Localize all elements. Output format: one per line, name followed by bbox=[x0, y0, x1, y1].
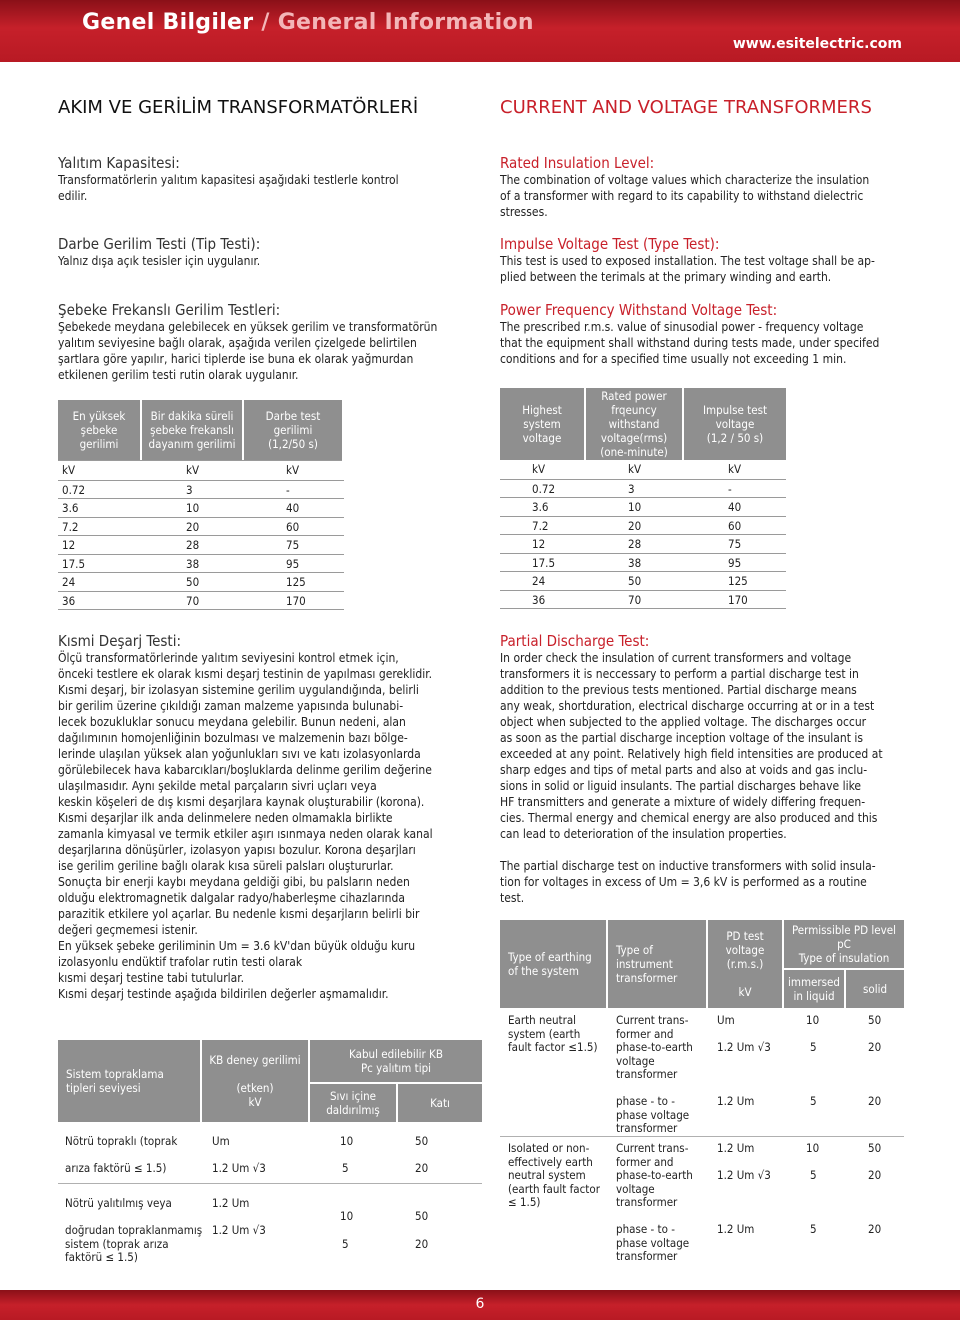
en-insulation-text: The combination of voltage values which characterize the insulation of a transformer with regard to its capability to withstand dielectric stresses. bbox=[500, 173, 870, 219]
vt-tr-cell: 17.5 bbox=[62, 556, 86, 571]
vt-tr-row bbox=[58, 518, 348, 536]
pd-en-g1-r2-type: phase - to - phase voltage transformer bbox=[616, 1094, 690, 1135]
en-pd-heading: Partial Discharge Test: bbox=[500, 632, 650, 650]
pd-tr-r1-c2: Um bbox=[212, 1134, 230, 1148]
vt-en-cell: 170 bbox=[728, 592, 748, 607]
page-footer bbox=[0, 1290, 960, 1320]
en-impulse-section bbox=[500, 236, 910, 285]
pd-en-g2-r2-immersed: 5 bbox=[810, 1222, 817, 1236]
vt-tr-cell: 24 bbox=[62, 575, 76, 589]
header-title-tr: Genel Bilgiler bbox=[82, 10, 254, 35]
vt-en-header-3: Impulse test voltage (1,2 / 50 s) bbox=[684, 388, 786, 460]
pd-tr-r2-c3: 5 bbox=[342, 1161, 349, 1175]
vt-tr-header-2: Bir dakika süreli şebeke frekanslı dayanım gerilimi bbox=[142, 400, 242, 460]
pd-tr-h-kb: KB deney gerilimi (etken) kV bbox=[202, 1040, 308, 1122]
pd-tr-r2-c4: 20 bbox=[415, 1161, 429, 1175]
vt-en-row bbox=[500, 572, 790, 590]
vt-tr-cell: 10 bbox=[186, 501, 200, 515]
pd-tr-h-liquid: Sıvı içine daldırılmış bbox=[310, 1084, 396, 1122]
vt-tr-rule bbox=[58, 609, 344, 610]
vt-en-cell: - bbox=[728, 481, 732, 496]
tr-impulse-text: Yalnız dışa açık tesisler için uygulanır. bbox=[58, 254, 261, 268]
vt-en-row bbox=[500, 480, 790, 498]
pd-en-g1-r1b-voltage: 1.2 Um √3 bbox=[717, 1040, 771, 1054]
pd-en-g1-r1-solid: 50 bbox=[868, 1013, 882, 1027]
pd-en-g1-r1-type: Current trans- former and phase-to-earth voltage transformer bbox=[616, 1013, 693, 1081]
vt-tr-row bbox=[58, 555, 348, 573]
pd-en-g1-r2-voltage: 1.2 Um bbox=[717, 1094, 755, 1108]
vt-tr-cell: 75 bbox=[286, 538, 300, 552]
vt-tr-cell: 40 bbox=[286, 501, 300, 515]
page-title-tr: AKIM VE GERİLİM TRANSFORMATÖRLERİ bbox=[58, 97, 419, 118]
vt-en-cell: 125 bbox=[728, 574, 748, 588]
vt-en-cell: 3.6 bbox=[532, 500, 549, 514]
pd-en-g2-r1b-solid: 20 bbox=[868, 1168, 882, 1182]
en-frequency-text: The prescribed r.m.s. value of sinusodial power - frequency voltage that the equipment shall withstand during tests made, under specifed conditions and for a specified time usually not exceeding 1 min. bbox=[500, 320, 880, 366]
vt-tr-unit-2: kV bbox=[186, 463, 200, 477]
vt-en-row bbox=[500, 591, 790, 609]
tr-pd-section bbox=[58, 633, 478, 1002]
pd-en-g2-r1-solid: 50 bbox=[868, 1141, 882, 1155]
pd-en-g1-r1b-immersed: 5 bbox=[810, 1040, 817, 1054]
tr-impulse-heading: Darbe Gerilim Testi (Tip Testi): bbox=[58, 235, 261, 253]
vt-tr-unit-1: kV bbox=[62, 463, 76, 477]
vt-en-row bbox=[500, 535, 790, 553]
vt-en-cell: 50 bbox=[628, 574, 642, 588]
tr-pd-heading: Kısmi Deşarj Testi: bbox=[58, 632, 182, 650]
tr-frequency-text: Şebekede meydana gelebilecek en yüksek gerilim ve transformatörün yalıtım seviyesine bağlı olarak, aşağıda verilen çizelgede belirtilen şartlara göre yapılır, harici tiplerde ise buna ek olarak yağmurdan etkilenen gerilim testi rutin olarak uygulanır. bbox=[58, 320, 438, 382]
website-link[interactable]: www.esitelectric.com bbox=[732, 36, 902, 52]
pd-en-h-earthing: Type of earthing of the system bbox=[500, 920, 606, 1008]
vt-tr-header-3: Darbe test gerilimi (1,2/50 s) bbox=[244, 400, 342, 460]
vt-tr-cell: 12 bbox=[62, 538, 76, 552]
pd-en-g2-r1-immersed: 10 bbox=[806, 1141, 820, 1155]
vt-en-cell: 28 bbox=[628, 537, 642, 551]
tr-frequency-heading: Şebeke Frekanslı Gerilim Testleri: bbox=[58, 301, 281, 319]
vt-tr-unit-3: kV bbox=[286, 463, 300, 477]
vt-en-unit-3: kV bbox=[728, 462, 742, 476]
header-title bbox=[82, 10, 534, 35]
pd-en-g2-r1-type: Current trans- former and phase-to-earth voltage transformer bbox=[616, 1141, 693, 1209]
pd-en-g1-r1b-solid: 20 bbox=[868, 1040, 882, 1054]
pd-en-g2-r2-type: phase - to - phase voltage transformer bbox=[616, 1222, 690, 1263]
vt-en-cell: 40 bbox=[728, 500, 742, 514]
pd-en-g1-r1-immersed: 10 bbox=[806, 1013, 820, 1027]
pd-en-g2-r2-voltage: 1.2 Um bbox=[717, 1222, 755, 1236]
vt-en-cell: 75 bbox=[728, 537, 742, 551]
pd-tr-r5-c4: 20 bbox=[415, 1237, 429, 1251]
pd-en-g1-r2-solid: 20 bbox=[868, 1094, 882, 1108]
pd-tr-h-system: Sistem topraklama tipleri seviyesi bbox=[58, 1040, 200, 1122]
vt-tr-cell: 70 bbox=[186, 593, 200, 608]
vt-en-cell: 38 bbox=[628, 555, 642, 570]
vt-en-cell: 17.5 bbox=[532, 555, 556, 570]
page-header bbox=[0, 0, 960, 62]
vt-tr-row bbox=[58, 573, 348, 591]
vt-tr-row bbox=[58, 481, 348, 499]
pd-tr-r3-c2: 1.2 Um bbox=[212, 1196, 250, 1210]
vt-en-unit-row bbox=[500, 460, 790, 478]
en-pd-text: In order check the insulation of current transformers and voltage transformers it is neccessary to perform a partial discharge test in addition to the previous tests mentioned. Partial discharge means any weak, shortduration, electrical discharge occurring at or in a test object when subjected to the applied voltage. The discharges occur as soon as the partial discharge inception voltage of the insulant is exceeded at any point. Relatively high field intensities are produced at sharp edges and tips of metal parts and also at voids and gas inclu- sions in solid or liguid insulants. The partial discharges behave like HF transmitters and generate a mixture of widely differing frequen- cies. Thermal energy and chemical energy are also produced and this can lead to deterioration of the insulation properties. bbox=[500, 651, 883, 841]
page-title-en: CURRENT AND VOLTAGE TRANSFORMERS bbox=[500, 97, 872, 118]
vt-tr-cell: 50 bbox=[186, 575, 200, 589]
vt-tr-row bbox=[58, 499, 348, 517]
pd-tr-r1-c3: 10 bbox=[340, 1134, 354, 1148]
en-insulation-section bbox=[500, 155, 910, 220]
vt-en-unit-1: kV bbox=[532, 462, 546, 476]
pd-tr-r5-c1: doğrudan topraklanmamış sistem (toprak arıza faktörü ≤ 1.5) bbox=[65, 1223, 203, 1264]
vt-tr-cell: - bbox=[286, 482, 290, 497]
en-pd-section bbox=[500, 633, 910, 906]
vt-en-cell: 60 bbox=[728, 518, 742, 533]
vt-en-cell: 3 bbox=[628, 481, 635, 496]
pd-en-h-perm: Permissible PD level pC Type of insulation bbox=[784, 920, 904, 968]
vt-en-cell: 7.2 bbox=[532, 518, 549, 533]
pd-en-h-solid: solid bbox=[846, 970, 904, 1008]
pd-en-g1-earthing: Earth neutral system (earth fault factor ≤1.5) bbox=[508, 1013, 598, 1054]
en-impulse-heading: Impulse Voltage Test (Type Test): bbox=[500, 235, 720, 253]
en-frequency-heading: Power Frequency Withstand Voltage Test: bbox=[500, 301, 778, 319]
vt-en-header-1: Highest system voltage bbox=[500, 388, 584, 460]
vt-tr-cell: 0.72 bbox=[62, 482, 86, 497]
tr-insulation-heading: Yalıtım Kapasitesi: bbox=[58, 154, 180, 172]
header-title-en: General Information bbox=[277, 10, 534, 35]
pd-tr-r5-c3: 5 bbox=[342, 1237, 349, 1251]
header-title-sep: / bbox=[253, 10, 278, 35]
en-impulse-text: This test is used to exposed installation. The test voltage shall be ap- plied between the terimals at the primary winding and earth. bbox=[500, 254, 875, 284]
vt-en-row bbox=[500, 554, 790, 572]
pd-tr-r3-c1: Nötrü yalıtılmış veya bbox=[65, 1196, 172, 1210]
pd-tr-r5-c2: 1.2 Um √3 bbox=[212, 1223, 266, 1237]
pd-tr-h-accept: Kabul edilebilir KB Pc yalıtım tipi bbox=[310, 1040, 482, 1082]
vt-en-row bbox=[500, 517, 790, 535]
vt-en-row bbox=[500, 498, 790, 516]
vt-en-cell: 20 bbox=[628, 518, 642, 533]
en-frequency-section bbox=[500, 302, 910, 367]
vt-en-cell: 95 bbox=[728, 555, 742, 570]
pd-en-g1-r2-immersed: 5 bbox=[810, 1094, 817, 1108]
vt-tr-row bbox=[58, 592, 348, 610]
vt-tr-cell: 60 bbox=[286, 519, 300, 534]
vt-en-cell: 70 bbox=[628, 592, 642, 607]
vt-en-cell: 24 bbox=[532, 574, 546, 588]
pd-en-g2-earthing: Isolated or non- effectively earth neutral system (earth fault factor ≤ 1.5) bbox=[508, 1141, 600, 1209]
pd-en-g2-r1b-immersed: 5 bbox=[810, 1168, 817, 1182]
vt-en-cell: 10 bbox=[628, 500, 642, 514]
pd-en-g2-r1-voltage: 1.2 Um bbox=[717, 1141, 755, 1155]
pd-tr-r2-c1: arıza faktörü ≤ 1.5) bbox=[65, 1161, 167, 1175]
tr-frequency-section bbox=[58, 302, 478, 383]
vt-tr-cell: 3 bbox=[186, 482, 193, 497]
vt-en-header-2: Rated power frqeuncy withstand voltage(rms) (one-minute) bbox=[586, 388, 682, 460]
vt-en-cell: 36 bbox=[532, 592, 546, 607]
pd-en-g2-r2-solid: 20 bbox=[868, 1222, 882, 1236]
vt-tr-row bbox=[58, 536, 348, 554]
pd-en-h-immersed: immersed in liquid bbox=[784, 970, 844, 1008]
en-pd-text-2: The partial discharge test on inductive transformers with solid insula- tion for voltages in excess of Um = 3,6 kV is performed as a routine test. bbox=[500, 859, 876, 905]
page-number: 6 bbox=[475, 1296, 485, 1312]
vt-tr-unit-row bbox=[58, 461, 348, 479]
pd-en-g2-r1b-voltage: 1.2 Um √3 bbox=[717, 1168, 771, 1182]
pd-tr-r1-c1: Nötrü topraklı (toprak bbox=[65, 1134, 178, 1148]
vt-tr-cell: 28 bbox=[186, 538, 200, 552]
vt-en-cell: 0.72 bbox=[532, 481, 556, 496]
pd-tr-r2-c2: 1.2 Um √3 bbox=[212, 1161, 266, 1175]
pd-tr-r4-c3: 10 bbox=[340, 1209, 354, 1223]
tr-insulation-section bbox=[58, 155, 478, 204]
pd-en-h-instrument: Type of instrument transformer bbox=[608, 920, 706, 1008]
en-insulation-heading: Rated Insulation Level: bbox=[500, 154, 655, 172]
vt-tr-cell: 170 bbox=[286, 593, 306, 608]
vt-en-cell: 12 bbox=[532, 537, 546, 551]
tr-pd-text: Ölçü transformatörlerinde yalıtım seviyesini kontrol etmek için, önceki testlere ek olarak kısmi deşarj testinin de yapılması gereklidir. Kısmi deşarj, bir izolasyan sistemine gerilim uygulandığında, belirli bir gerilim üzerine çıkıldığı zaman malzeme yapısında bulunabi- lecek bozukluklar sonucu meydana gelebilir. Bunun nedeni, alan dağılımının homojenliğinin bozulması ve malzemenin bazı bölge- lerinde ulaşılan yüksek alan yoğunlukları sıvı ve katı izolasyonlarda görülebilecek hava kabarcıkları/boşluklarda delinme gerilim değerine ulaşılmasıdır. Aynı şekilde metal parçaların sivri uçları veya keskin köşeleri de dış kısmi deşarjlara kaynak oluşturabilir (korona). Kısmi deşarjlar ilk anda delinmelere neden olmamakla birlikte zamanla kimyasal ve termik etkiler aşırı ısınmaya neden olarak kanal deşarjlarına dönüşürler, izolasyon yapısı bozulur. Korona deşarjları ise gerilim geriline bağlı olarak kısa süreli palsları oluştururlar. Sonuçta bir enerji kaybı meydana geldiği gibi, bu palsların neden olduğu elektromagnetik dalgalar radyo/haberleşme cihazlarında parazitik etkilere yol açarlar. Bu nedenle kısmi deşarjların belirli bir değeri geçmemesi istenir. En yüksek şebeke geriliminin Um = 3.6 kV'dan büyük olduğu kuru izolasyonlu endüktif trafolar rutin testi olarak kısmi deşarj testine tabi tutulurlar. Kısmi deşarj testinde aşağıda bildirilen değerler aşmamalıdır. bbox=[58, 651, 433, 1001]
pd-en-g1-r1-voltage: Um bbox=[717, 1013, 735, 1027]
pd-tr-h-solid: Katı bbox=[398, 1084, 482, 1122]
vt-tr-cell: 36 bbox=[62, 593, 76, 608]
vt-tr-cell: 20 bbox=[186, 519, 200, 534]
vt-tr-header-1: En yüksek şebeke gerilimi bbox=[58, 400, 140, 460]
tr-insulation-text: Transformatörlerin yalıtım kapasitesi aşağıdaki testlerle kontrol edilir. bbox=[58, 173, 399, 203]
pd-tr-r4-c4: 50 bbox=[415, 1209, 429, 1223]
vt-tr-cell: 95 bbox=[286, 556, 300, 571]
tr-impulse-section bbox=[58, 236, 478, 269]
vt-en-unit-2: kV bbox=[628, 462, 642, 476]
pd-en-h-pdtest: PD test voltage (r.m.s.) kV bbox=[708, 920, 782, 1008]
vt-en-rule bbox=[500, 608, 786, 609]
vt-tr-cell: 7.2 bbox=[62, 519, 79, 534]
vt-tr-cell: 125 bbox=[286, 575, 306, 589]
vt-tr-cell: 3.6 bbox=[62, 501, 79, 515]
vt-tr-cell: 38 bbox=[186, 556, 200, 571]
pd-tr-r1-c4: 50 bbox=[415, 1134, 429, 1148]
